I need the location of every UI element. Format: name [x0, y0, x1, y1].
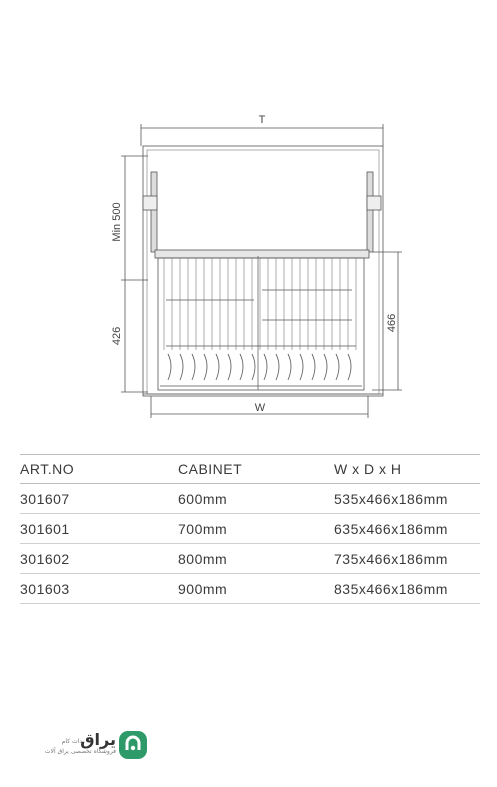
plate-holder	[168, 354, 171, 380]
min-height-label: Min 500	[111, 202, 123, 242]
art-no-cell: 301603	[20, 574, 178, 604]
plate-holder	[300, 354, 303, 380]
plate-holder	[192, 354, 195, 380]
dimensions-cell: 735x466x186mm	[334, 544, 480, 574]
plate-holder	[240, 354, 243, 380]
plate-holder	[348, 354, 351, 380]
w-label: W	[254, 402, 266, 414]
brand-suffix: دات کام	[61, 738, 82, 745]
rack-body	[158, 258, 364, 390]
table-row	[20, 484, 480, 514]
art-no-cell: 301607	[20, 484, 178, 514]
header-dimensions: W x D x H	[334, 455, 480, 484]
plate-holder	[228, 354, 231, 380]
brand-logo	[38, 728, 148, 762]
right-side-guide	[367, 172, 373, 252]
art-no-cell: 301601	[20, 514, 178, 544]
table-row	[20, 574, 480, 604]
cabinet-cell: 600mm	[178, 484, 334, 514]
plate-holder	[336, 354, 339, 380]
dimensions-cell: 635x466x186mm	[334, 514, 480, 544]
table-row	[20, 514, 480, 544]
brand-tagline: فروشگاه تخصصی یراق آلات	[44, 748, 116, 755]
plate-holder	[216, 354, 219, 380]
cabinet-cell: 700mm	[178, 514, 334, 544]
art-no-cell: 301602	[20, 544, 178, 574]
left-height-label: 426	[111, 326, 123, 346]
plate-holder	[180, 354, 183, 380]
plate-holder	[288, 354, 291, 380]
brand-mark-icon	[118, 730, 148, 760]
left-side-guide	[151, 172, 157, 252]
cabinet-cell: 800mm	[178, 544, 334, 574]
cabinet-cell: 900mm	[178, 574, 334, 604]
plate-holder	[204, 354, 207, 380]
table-header-row	[20, 455, 480, 484]
plate-holder	[324, 354, 327, 380]
header-art-no: ART.NO	[20, 455, 178, 484]
plate-holder	[276, 354, 279, 380]
plate-holder	[264, 354, 267, 380]
rack-top-frame	[155, 250, 369, 258]
plate-holder	[312, 354, 315, 380]
dimensions-cell: 535x466x186mm	[334, 484, 480, 514]
plate-holder	[252, 354, 255, 380]
right-height-label: 466	[386, 313, 398, 333]
header-cabinet: CABINET	[178, 455, 334, 484]
brand-name: یراق	[80, 730, 116, 749]
cabinet-outline	[143, 146, 383, 396]
specification-table	[20, 454, 480, 604]
t-label: T	[258, 114, 266, 126]
table-row	[20, 544, 480, 574]
dimensions-cell: 835x466x186mm	[334, 574, 480, 604]
